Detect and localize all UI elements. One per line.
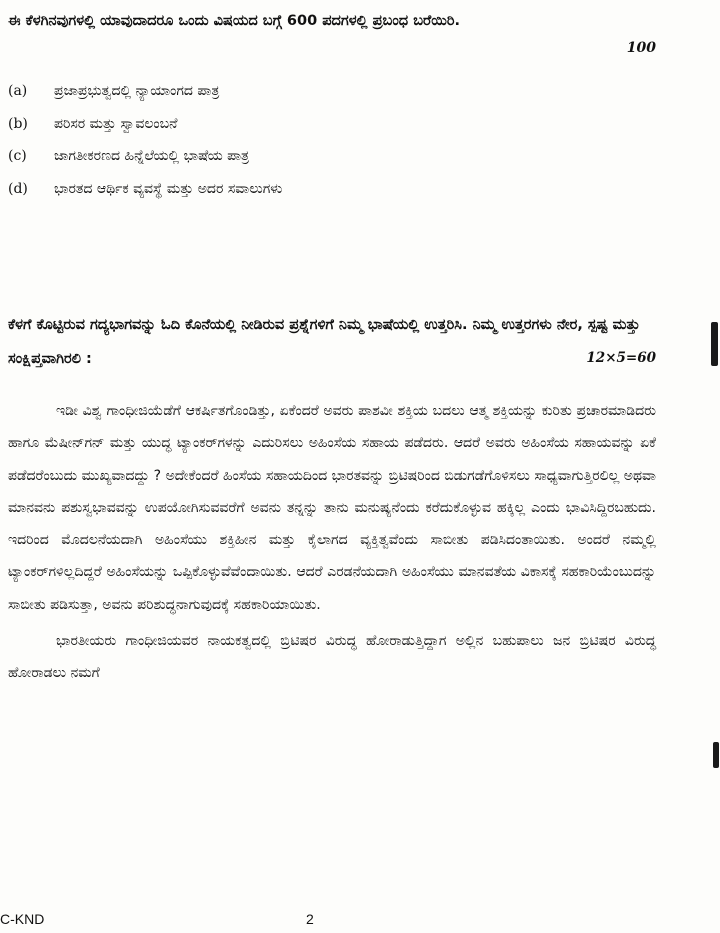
option-text: ಪ್ರಜಾಪ್ರಭುತ್ವದಲ್ಲಿ ನ್ಯಾಯಾಂಗದ ಪಾತ್ರ bbox=[54, 83, 220, 99]
passage-paragraph-2: ಭಾರತೀಯರು ಗಾಂಧೀಜಿಯವರ ನಾಯಕತ್ವದಲ್ಲಿ ಬ್ರಿಟಿಷರ ವಿರುದ್ಧ ಹೋರಾಡುತ್ತಿದ್ದಾಗ ಅಲ್ಲಿನ ಬಹುಪಾಲು ಜನ ಬ್ರಿಟಿಷರ ವಿರುದ್ಧ ಹೋರಾಡಲು ನಮಗೆ bbox=[8, 633, 656, 682]
comprehension-passage bbox=[8, 395, 656, 690]
paper-code: C-KND bbox=[0, 911, 45, 927]
essay-topic-list bbox=[8, 83, 648, 213]
option-text: ಜಾಗತೀಕರಣದ ಹಿನ್ನೆಲೆಯಲ್ಲಿ ಭಾಷೆಯ ಪಾತ್ರ bbox=[54, 148, 250, 164]
option-letter: (d) bbox=[8, 180, 28, 197]
question-2-instruction: ಕೆಳಗೆ ಕೊಟ್ಟಿರುವ ಗದ್ಯಭಾಗವನ್ನು ಓದಿ ಕೊನೆಯಲ್ಲಿ ನೀಡಿರುವ ಪ್ರಶ್ನೆಗಳಿಗೆ ನಿಮ್ಮ ಭಾಷೆಯಲ್ಲಿ ಉತ್ತರಿಸಿ. ನಿಮ್ಮ ಉತ್ತರಗಳು ನೇರ, ಸ್ಪಷ್ಟ ಮತ್ತು ಸಂಕ್ಷಿಪ್ತವಾಗಿರಲಿ : bbox=[8, 317, 640, 367]
option-letter: (b) bbox=[8, 115, 28, 132]
scan-edge-mark bbox=[713, 742, 719, 768]
essay-topic-c bbox=[8, 148, 648, 181]
option-letter: (a) bbox=[8, 83, 28, 99]
option-text: ಭಾರತದ ಆರ್ಥಿಕ ವ್ಯವಸ್ಥೆ ಮತ್ತು ಅದರ ಸವಾಲುಗಳು bbox=[54, 180, 283, 197]
question-2-marks: 12×5=60 bbox=[586, 350, 656, 366]
option-letter: (c) bbox=[8, 148, 27, 164]
page-number: 2 bbox=[306, 911, 314, 927]
question-1-instruction: ಈ ಕೆಳಗಿನವುಗಳಲ್ಲಿ ಯಾವುದಾದರೂ ಒಂದು ವಿಷಯದ ಬಗ್ಗೆ 600 ಪದಗಳಲ್ಲಿ ಪ್ರಬಂಧ ಬರೆಯಿರಿ. bbox=[8, 13, 461, 29]
essay-topic-d bbox=[8, 181, 648, 214]
essay-topic-b bbox=[8, 116, 648, 149]
scan-edge-mark bbox=[711, 322, 718, 366]
essay-topic-a bbox=[8, 83, 648, 116]
question-1-marks: 100 bbox=[626, 40, 656, 56]
option-text: ಪರಿಸರ ಮತ್ತು ಸ್ವಾವಲಂಬನೆ bbox=[54, 115, 178, 132]
passage-paragraph-1: ಇಡೀ ವಿಶ್ವ ಗಾಂಧೀಜಿಯೆಡೆಗೆ ಆಕರ್ಷಿತಗೊಂಡಿತ್ತು, ಏಕೆಂದರೆ ಅವರು ಪಾಶವೀ ಶಕ್ತಿಯ ಬದಲು ಆತ್ಮ ಶಕ್ತಿಯನ್ನು ಕುರಿತು ಪ್ರಚಾರಮಾಡಿದರು ಹಾಗೂ ಮೆಷೀನ್‌ಗನ್ ಮತ್ತು ಯುದ್ಧ ಟ್ಯಾಂಕರ್‌ಗಳನ್ನು ಎದುರಿಸಲು ಅಹಿಂಸೆಯ ಸಹಾಯ ಪಡೆದರು. ಆದರೆ ಅವರು ಅಹಿಂಸೆಯ ಸಹಾಯವನ್ನು ಏಕೆ ಪಡೆದರೆಂಬುದು ಮುಖ್ಯವಾದದ್ದು ? ಅದೇಕೆಂದರೆ ಹಿಂಸೆಯ ಸಹಾಯದಿಂದ ಭಾರತವನ್ನು ಬ್ರಿಟಿಷರಿಂದ ಬಿಡುಗಡೆಗೊಳಿಸಲು ಸಾಧ್ಯವಾಗುತ್ತಿರಲಿಲ್ಲ ಅಥವಾ ಮಾನವನು ಪಶುಸ್ವಭಾವವನ್ನು ಉಪಯೋಗಿಸುವವರೆಗೆ ಅವನು ತನ್ನನ್ನು ತಾನು ಮನುಷ್ಯನೆಂದು ಕರೆದುಕೊಳ್ಳುವ ಹಕ್ಕಿಲ್ಲ ಎಂದು ಭಾವಿಸಿದ್ದಿರಬಹುದು. ಇದರಿಂದ ಮೊದಲನೆಯದಾಗಿ ಅಹಿಂಸೆಯು ಶಕ್ತಿಹೀನ ಮತ್ತು ಕೈಲಾಗದ ವ್ಯಕ್ತಿತ್ವವೆಂದು ಸಾಬೀತು ಪಡಿಸಿದಂತಾಯಿತು. ಅಂದರೆ ನಮ್ಮಲ್ಲಿ ಟ್ಯಾಂಕರ್‌ಗಳಿಲ್ಲದಿದ್ದರೆ ಅಹಿಂಸೆಯನ್ನು ಒಪ್ಪಿಕೊಳ್ಳುವೆವೆಂದಾಯಿತು. ಆದರೆ ಎರಡನೆಯದಾಗಿ ಅಹಿಂಸೆಯು ಮಾನವತೆಯ ವಿಕಾಸಕ್ಕೆ ಸಹಕಾರಿಯೆಂಬುದನ್ನು ಸಾಬೀತು ಪಡಿಸುತ್ತಾ, ಅವನು ಪರಿಶುದ್ಧನಾಗುವುದಕ್ಕೆ ಸಹಕಾರಿಯಾಯಿತು. bbox=[8, 403, 656, 613]
